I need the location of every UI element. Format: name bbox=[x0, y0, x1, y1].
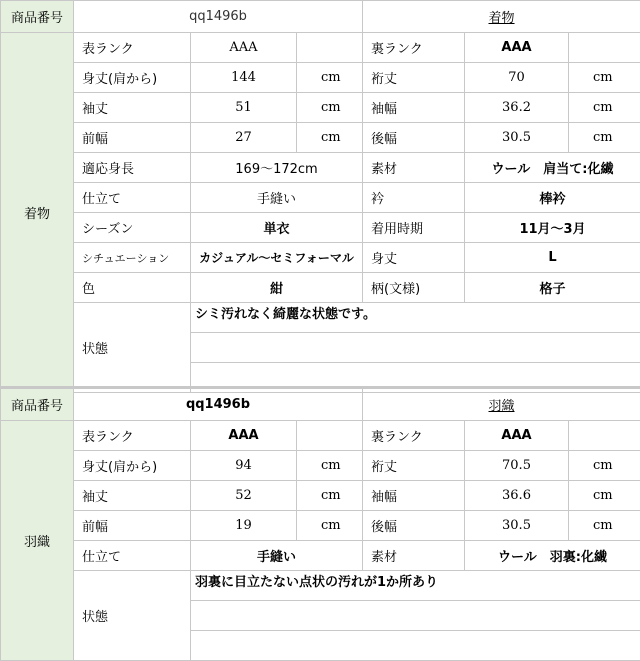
condition-text: シミ汚れなく綺麗な状態です。 bbox=[191, 303, 640, 333]
spec-value: 手縫い bbox=[191, 183, 363, 213]
spec-row bbox=[1, 511, 640, 541]
spec-label: 適応身長 bbox=[74, 153, 191, 183]
spec-row bbox=[1, 93, 640, 123]
condition-row bbox=[1, 303, 640, 333]
product-code: qq1496b bbox=[74, 389, 363, 421]
spec-row bbox=[1, 421, 640, 451]
spec-label: 裏ランク bbox=[363, 33, 465, 63]
spec-unit: cm bbox=[297, 451, 363, 481]
condition-row bbox=[1, 571, 640, 601]
spec-label: 仕立て bbox=[74, 183, 191, 213]
spec-label: 色 bbox=[74, 273, 191, 303]
spec-label: 表ランク bbox=[74, 33, 191, 63]
spec-row bbox=[1, 213, 640, 243]
spec-value: 30.5 bbox=[465, 511, 569, 541]
spec-value: 格子 bbox=[465, 273, 640, 303]
product-code-label: 商品番号 bbox=[1, 1, 74, 33]
spec-row bbox=[1, 33, 640, 63]
condition-blank bbox=[191, 631, 640, 661]
spec-label: 裄丈 bbox=[363, 63, 465, 93]
spec-unit: cm bbox=[569, 123, 640, 153]
spec-unit bbox=[297, 421, 363, 451]
spec-label: 素材 bbox=[363, 153, 465, 183]
spec-unit bbox=[569, 33, 640, 63]
spec-value: ウール 肩当て:化繊 bbox=[465, 153, 640, 183]
spec-value: 11月～3月 bbox=[465, 213, 640, 243]
product-code: qq1496b bbox=[74, 1, 363, 33]
spec-value: 70.5 bbox=[465, 451, 569, 481]
spec-value: 棒衿 bbox=[465, 183, 640, 213]
spec-value: L bbox=[465, 243, 640, 273]
spec-label: 袖幅 bbox=[363, 481, 465, 511]
spec-value: 144 bbox=[191, 63, 297, 93]
spec-label: 袖丈 bbox=[74, 481, 191, 511]
haori-spec-table bbox=[0, 388, 640, 661]
spec-label: 後幅 bbox=[363, 123, 465, 153]
spec-label: 身丈 bbox=[363, 243, 465, 273]
spec-row bbox=[1, 273, 640, 303]
spec-value: 70 bbox=[465, 63, 569, 93]
spec-value: 30.5 bbox=[465, 123, 569, 153]
spec-value: AAA bbox=[191, 33, 297, 63]
condition-text: 羽裏に目立たない点状の汚れが1か所あり bbox=[191, 571, 640, 601]
spec-unit: cm bbox=[569, 451, 640, 481]
spec-label: 身丈(肩から) bbox=[74, 451, 191, 481]
spec-unit: cm bbox=[297, 93, 363, 123]
spec-label: 着用時期 bbox=[363, 213, 465, 243]
spec-unit bbox=[569, 421, 640, 451]
spec-value: 36.2 bbox=[465, 93, 569, 123]
spec-label: 後幅 bbox=[363, 511, 465, 541]
spec-value: 169～172cm bbox=[191, 153, 363, 183]
kimono-header-row bbox=[1, 1, 640, 33]
side-label: 着物 bbox=[1, 33, 74, 393]
spec-label: 裏ランク bbox=[363, 421, 465, 451]
spec-unit: cm bbox=[569, 63, 640, 93]
spec-unit: cm bbox=[297, 481, 363, 511]
spec-unit bbox=[297, 33, 363, 63]
spec-row bbox=[1, 481, 640, 511]
spec-row bbox=[1, 451, 640, 481]
spec-value: カジュアル～セミフォーマル bbox=[191, 243, 363, 273]
spec-unit: cm bbox=[569, 511, 640, 541]
spec-label: 素材 bbox=[363, 541, 465, 571]
spec-unit: cm bbox=[569, 481, 640, 511]
spec-row bbox=[1, 541, 640, 571]
spec-row bbox=[1, 183, 640, 213]
spec-unit: cm bbox=[297, 511, 363, 541]
spec-unit: cm bbox=[297, 63, 363, 93]
side-label: 羽織 bbox=[1, 421, 74, 661]
spec-value: 手縫い bbox=[191, 541, 363, 571]
spec-label: 袖丈 bbox=[74, 93, 191, 123]
condition-blank bbox=[191, 601, 640, 631]
condition-label: 状態 bbox=[74, 303, 191, 393]
haori-header-row bbox=[1, 389, 640, 421]
spec-label: 前幅 bbox=[74, 123, 191, 153]
spec-value: 単衣 bbox=[191, 213, 363, 243]
spec-label: 衿 bbox=[363, 183, 465, 213]
section-title: 着物 bbox=[363, 1, 640, 33]
spec-label: 前幅 bbox=[74, 511, 191, 541]
spec-label: 仕立て bbox=[74, 541, 191, 571]
spec-value: 27 bbox=[191, 123, 297, 153]
spec-row bbox=[1, 243, 640, 273]
spec-value: AAA bbox=[465, 421, 569, 451]
spec-label: 柄(文様) bbox=[363, 273, 465, 303]
spec-label: 袖幅 bbox=[363, 93, 465, 123]
spec-label: 身丈(肩から) bbox=[74, 63, 191, 93]
spec-value: 52 bbox=[191, 481, 297, 511]
spec-unit: cm bbox=[569, 93, 640, 123]
product-code-label: 商品番号 bbox=[1, 389, 74, 421]
spec-row bbox=[1, 63, 640, 93]
condition-label: 状態 bbox=[74, 571, 191, 661]
spec-value: 19 bbox=[191, 511, 297, 541]
spec-value: 51 bbox=[191, 93, 297, 123]
spec-value: AAA bbox=[191, 421, 297, 451]
spec-value: 36.6 bbox=[465, 481, 569, 511]
spec-row bbox=[1, 123, 640, 153]
spec-value: 紺 bbox=[191, 273, 363, 303]
spec-value: AAA bbox=[465, 33, 569, 63]
spec-label: シーズン bbox=[74, 213, 191, 243]
spec-label: シチュエーション bbox=[74, 243, 191, 273]
spec-value: ウール 羽裏:化繊 bbox=[465, 541, 640, 571]
spec-value: 94 bbox=[191, 451, 297, 481]
section-title: 羽織 bbox=[363, 389, 640, 421]
condition-blank bbox=[191, 333, 640, 363]
spec-label: 裄丈 bbox=[363, 451, 465, 481]
spec-unit: cm bbox=[297, 123, 363, 153]
spec-row bbox=[1, 153, 640, 183]
spec-label: 表ランク bbox=[74, 421, 191, 451]
